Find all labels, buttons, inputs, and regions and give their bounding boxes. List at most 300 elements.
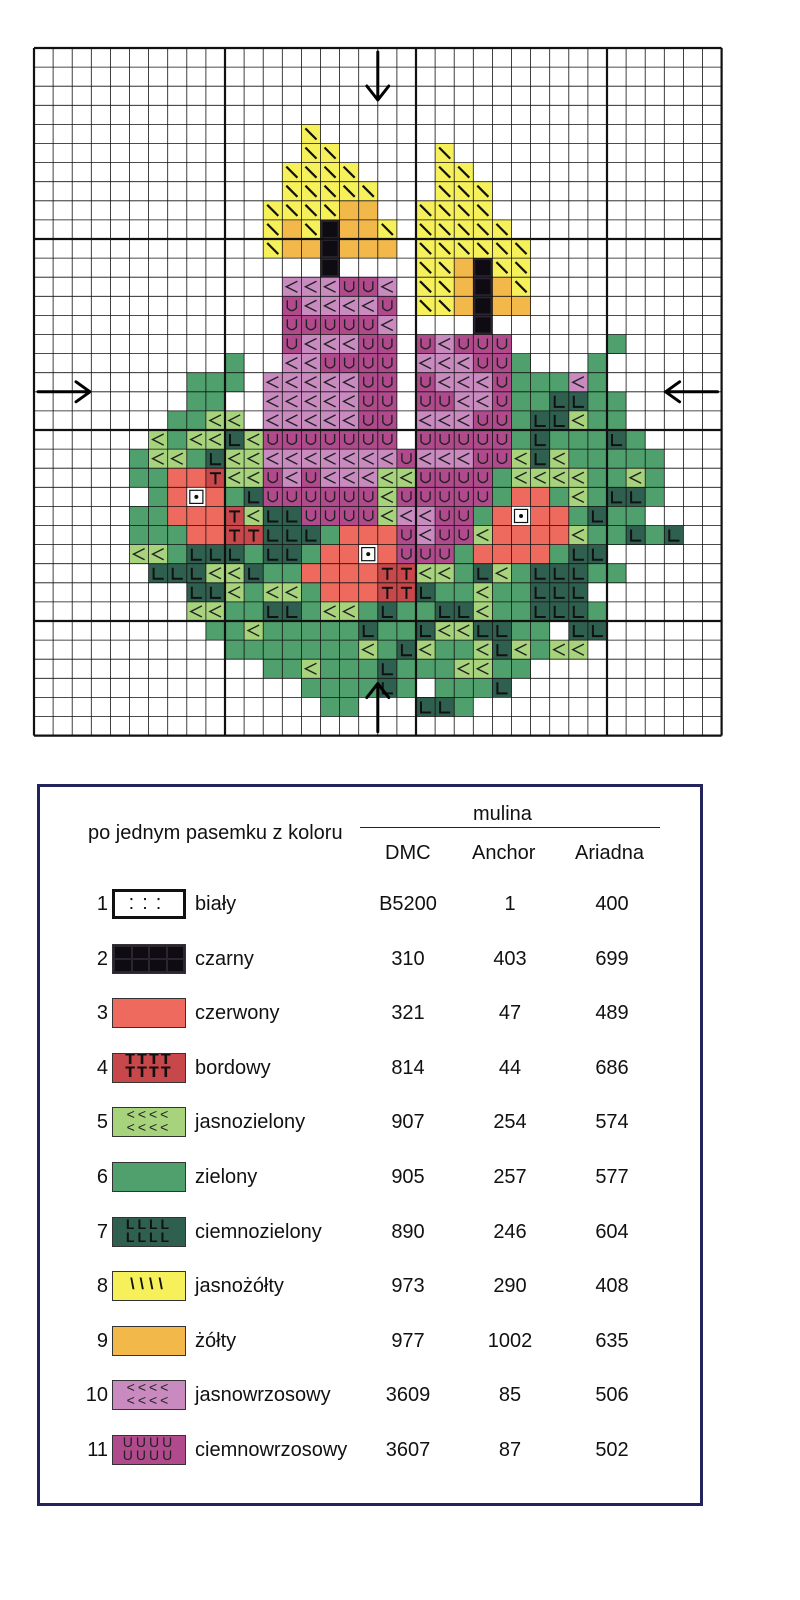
col-header-dmc: DMC xyxy=(385,842,431,864)
stitch-cell xyxy=(588,621,607,640)
stitch-cell xyxy=(588,487,607,506)
stitch-cell xyxy=(359,392,378,411)
stitch-cell xyxy=(378,430,397,449)
stitch-cell xyxy=(130,468,149,487)
key-row xyxy=(40,944,700,974)
stitch-cell xyxy=(473,564,492,583)
stitch-cell xyxy=(244,487,263,506)
stitch-cell xyxy=(282,296,301,315)
value-dmc: 3607 xyxy=(385,1439,431,1461)
color-name: jasnożółty xyxy=(195,1275,284,1298)
stitch-cell xyxy=(321,564,340,583)
stitch-cell xyxy=(454,335,473,354)
stitch-cell xyxy=(626,526,645,545)
stitch-cell xyxy=(263,468,282,487)
value-anchor: 1002 xyxy=(487,1329,533,1352)
stitch-cell xyxy=(550,526,569,545)
stitch-cell xyxy=(206,392,225,411)
stitch-cell xyxy=(512,564,531,583)
stitch-cell xyxy=(416,335,435,354)
stitch-cell xyxy=(531,564,550,583)
stitch-cell xyxy=(359,621,378,640)
stitch-mark xyxy=(475,260,490,275)
stitch-cell xyxy=(225,487,244,506)
stitch-mark xyxy=(475,317,490,332)
stitch-cell xyxy=(187,468,206,487)
stitch-cell xyxy=(168,487,187,506)
color-swatch xyxy=(112,998,186,1028)
stitch-cell xyxy=(473,354,492,373)
stitch-cell xyxy=(473,430,492,449)
value-ariadna: 408 xyxy=(595,1275,629,1298)
stitch-cell xyxy=(531,545,550,564)
value-anchor: 403 xyxy=(493,947,527,970)
stitch-cell xyxy=(282,220,301,239)
stitch-cell xyxy=(282,526,301,545)
stitch-cell xyxy=(435,640,454,659)
key-row xyxy=(40,1271,700,1301)
stitch-cell xyxy=(588,526,607,545)
stitch-cell xyxy=(359,659,378,678)
stitch-cell xyxy=(550,411,569,430)
stitch-cell xyxy=(263,640,282,659)
value-dmc: 3609 xyxy=(385,1384,431,1407)
stitch-cell xyxy=(168,564,187,583)
stitch-cell xyxy=(512,354,531,373)
stitch-cell xyxy=(397,678,416,697)
stitch-cell xyxy=(550,583,569,602)
stitch-cell xyxy=(645,526,664,545)
value-anchor: 85 xyxy=(498,1384,522,1407)
value-dmc: 814 xyxy=(391,1056,425,1079)
stitch-cell xyxy=(321,659,340,678)
stitch-mark xyxy=(475,279,490,294)
stitch-cell xyxy=(512,621,531,640)
value-ariadna: 506 xyxy=(595,1384,629,1407)
stitch-cell xyxy=(149,487,168,506)
stitch-cell xyxy=(531,583,550,602)
value-anchor: 44 xyxy=(498,1056,522,1079)
stitch-cell xyxy=(378,392,397,411)
stitch-cell xyxy=(340,201,359,220)
stitch-cell xyxy=(149,564,168,583)
stitch-cell xyxy=(588,430,607,449)
stitch-cell xyxy=(473,678,492,697)
stitch-cell xyxy=(607,487,626,506)
value-anchor: 47 xyxy=(498,1002,522,1025)
col-header-ariadna: Ariadna xyxy=(575,842,644,864)
stitch-cell xyxy=(454,564,473,583)
stitch-cell xyxy=(187,564,206,583)
value-ariadna: 577 xyxy=(595,1166,629,1188)
stitch-cell xyxy=(282,487,301,506)
stitch-cell xyxy=(263,564,282,583)
stitch-cell xyxy=(435,697,454,716)
stitch-cell xyxy=(378,526,397,545)
stitch-cell xyxy=(359,430,378,449)
stitch-cell xyxy=(340,640,359,659)
stitch-cell xyxy=(416,373,435,392)
stitch-cell xyxy=(359,487,378,506)
stitch-cell xyxy=(531,506,550,525)
value-anchor: 87 xyxy=(498,1439,522,1461)
value-dmc: 973 xyxy=(391,1275,425,1298)
stitch-cell xyxy=(512,296,531,315)
stitch-cell xyxy=(454,526,473,545)
stitch-cell xyxy=(626,506,645,525)
key-row xyxy=(40,1162,700,1192)
value-anchor: 290 xyxy=(493,1275,527,1298)
stitch-cell xyxy=(531,602,550,621)
value-anchor: 246 xyxy=(493,1220,527,1243)
stitch-cell xyxy=(397,659,416,678)
stitch-cell xyxy=(340,621,359,640)
stitch-cell xyxy=(378,354,397,373)
stitch-cell xyxy=(206,526,225,545)
stitch-cell xyxy=(378,659,397,678)
stitch-cell xyxy=(569,583,588,602)
stitch-cell xyxy=(531,487,550,506)
cross-stitch-chart xyxy=(0,0,800,770)
stitch-cell xyxy=(416,545,435,564)
stitch-cell xyxy=(492,659,511,678)
stitch-cell xyxy=(492,430,511,449)
stitch-cell xyxy=(492,640,511,659)
stitch-cell xyxy=(531,430,550,449)
value-anchor: 1 xyxy=(504,893,516,915)
stitch-cell xyxy=(263,621,282,640)
stitch-cell xyxy=(321,354,340,373)
stitch-cell xyxy=(340,678,359,697)
stitch-cell xyxy=(416,621,435,640)
stitch-cell xyxy=(321,506,340,525)
color-name: biały xyxy=(195,893,237,915)
stitch-cell xyxy=(282,315,301,334)
stitch-cell xyxy=(435,468,454,487)
stitch-cell xyxy=(359,335,378,354)
stitch-cell xyxy=(149,526,168,545)
stitch-cell xyxy=(588,411,607,430)
value-anchor: 254 xyxy=(493,1111,527,1134)
stitch-cell xyxy=(531,392,550,411)
key-row-number: 4 xyxy=(96,1056,108,1079)
value-dmc: 321 xyxy=(391,1002,425,1025)
stitch-cell xyxy=(454,640,473,659)
thread-key-panel xyxy=(37,784,703,1506)
stitch-cell xyxy=(263,659,282,678)
stitch-cell xyxy=(512,411,531,430)
stitch-cell xyxy=(492,506,511,525)
color-swatch: <<<< <<<< xyxy=(112,1380,186,1410)
stitch-cell xyxy=(492,545,511,564)
stitch-cell xyxy=(454,583,473,602)
key-row-number: 6 xyxy=(96,1166,108,1188)
stitch-cell xyxy=(512,602,531,621)
stitch-cell xyxy=(130,526,149,545)
stitch-cell xyxy=(569,602,588,621)
key-row-number: 3 xyxy=(96,1002,108,1025)
stitch-cell xyxy=(359,526,378,545)
stitch-cell xyxy=(531,373,550,392)
stitch-cell xyxy=(282,564,301,583)
key-row-number: 11 xyxy=(87,1439,108,1461)
stitch-cell xyxy=(473,449,492,468)
stitch-cell xyxy=(588,545,607,564)
stitch-cell xyxy=(244,564,263,583)
stitch-cell xyxy=(340,220,359,239)
stitch-cell xyxy=(607,468,626,487)
stitch-cell xyxy=(607,392,626,411)
stitch-cell xyxy=(301,678,320,697)
stitch-cell xyxy=(512,659,531,678)
stitch-cell xyxy=(282,602,301,621)
stitch-cell xyxy=(512,526,531,545)
stitch-cell xyxy=(321,678,340,697)
value-dmc: B5200 xyxy=(379,893,437,915)
stitch-cell xyxy=(473,545,492,564)
stitch-cell xyxy=(206,373,225,392)
stitch-cell xyxy=(340,583,359,602)
stitch-cell xyxy=(588,564,607,583)
stitch-cell xyxy=(378,335,397,354)
stitch-cell xyxy=(454,545,473,564)
stitch-cell xyxy=(206,545,225,564)
stitch-cell xyxy=(512,583,531,602)
stitch-cell xyxy=(435,659,454,678)
stitch-cell xyxy=(626,487,645,506)
stitch-cell xyxy=(378,239,397,258)
color-swatch: UUUU UUUU xyxy=(112,1435,186,1465)
color-swatch xyxy=(112,944,186,974)
stitch-cell xyxy=(435,487,454,506)
stitch-cell xyxy=(225,545,244,564)
stitch-cell xyxy=(321,526,340,545)
color-swatch: \\\\ xyxy=(112,1271,186,1301)
key-row-number: 8 xyxy=(96,1275,108,1298)
stitch-cell xyxy=(512,373,531,392)
stitch-cell xyxy=(359,239,378,258)
stitch-cell xyxy=(263,602,282,621)
stitch-cell xyxy=(454,468,473,487)
stitch-mark xyxy=(519,514,523,518)
stitch-cell xyxy=(340,526,359,545)
stitch-cell xyxy=(359,411,378,430)
stitch-cell xyxy=(225,354,244,373)
stitch-cell xyxy=(435,392,454,411)
stitch-cell xyxy=(340,430,359,449)
stitch-cell xyxy=(263,526,282,545)
stitch-cell xyxy=(168,411,187,430)
stitch-cell xyxy=(569,564,588,583)
stitch-cell xyxy=(168,526,187,545)
stitch-cell xyxy=(473,411,492,430)
key-row xyxy=(40,1380,700,1410)
stitch-cell xyxy=(626,449,645,468)
stitch-cell xyxy=(416,602,435,621)
stitch-cell xyxy=(378,640,397,659)
stitch-cell xyxy=(340,315,359,334)
stitch-cell xyxy=(340,277,359,296)
stitch-cell xyxy=(454,258,473,277)
stitch-cell xyxy=(282,506,301,525)
stitch-cell xyxy=(416,468,435,487)
stitch-cell xyxy=(454,277,473,296)
stitch-cell xyxy=(225,373,244,392)
stitch-cell xyxy=(454,296,473,315)
key-row xyxy=(40,889,700,919)
stitch-cell xyxy=(282,430,301,449)
stitch-cell xyxy=(588,354,607,373)
color-swatch: TTTT TTTT xyxy=(112,1053,186,1083)
stitch-cell xyxy=(492,335,511,354)
color-name: zielony xyxy=(195,1166,258,1188)
stitch-cell xyxy=(454,430,473,449)
stitch-cell xyxy=(569,545,588,564)
stitch-cell xyxy=(492,392,511,411)
stitch-cell xyxy=(588,468,607,487)
stitch-cell xyxy=(301,621,320,640)
stitch-cell xyxy=(321,621,340,640)
stitch-cell xyxy=(588,449,607,468)
stitch-cell xyxy=(607,564,626,583)
stitch-cell xyxy=(531,640,550,659)
stitch-cell xyxy=(282,659,301,678)
stitch-cell xyxy=(340,564,359,583)
color-name: jasnowrzosowy xyxy=(195,1384,331,1407)
stitch-cell xyxy=(340,239,359,258)
stitch-cell xyxy=(473,468,492,487)
color-swatch: ::: xyxy=(112,889,186,919)
stitch-cell xyxy=(550,506,569,525)
value-dmc: 310 xyxy=(391,947,425,970)
value-ariadna: 604 xyxy=(595,1220,629,1243)
color-swatch: LLLL LLLL xyxy=(112,1217,186,1247)
stitch-cell xyxy=(531,449,550,468)
stitch-cell xyxy=(512,545,531,564)
stitch-cell xyxy=(416,583,435,602)
stitch-cell xyxy=(340,487,359,506)
stitch-cell xyxy=(282,640,301,659)
stitch-cell xyxy=(263,487,282,506)
stitch-cell xyxy=(301,468,320,487)
value-dmc: 977 xyxy=(391,1329,425,1352)
value-ariadna: 635 xyxy=(595,1329,629,1352)
key-row xyxy=(40,998,700,1028)
stitch-cell xyxy=(187,411,206,430)
stitch-cell xyxy=(550,602,569,621)
stitch-cell xyxy=(187,373,206,392)
key-row xyxy=(40,1435,700,1465)
stitch-cell xyxy=(492,373,511,392)
stitch-cell xyxy=(645,468,664,487)
stitch-cell xyxy=(607,335,626,354)
stitch-cell xyxy=(492,296,511,315)
stitch-cell xyxy=(301,545,320,564)
stitch-cell xyxy=(454,678,473,697)
stitch-cell xyxy=(282,621,301,640)
stitch-cell xyxy=(225,602,244,621)
stitch-cell xyxy=(645,449,664,468)
stitch-cell xyxy=(607,449,626,468)
stitch-cell xyxy=(492,678,511,697)
stitch-cell xyxy=(492,487,511,506)
stitch-cell xyxy=(435,678,454,697)
stitch-cell xyxy=(435,430,454,449)
stitch-cell xyxy=(397,487,416,506)
stitch-cell xyxy=(187,506,206,525)
stitch-cell xyxy=(149,468,168,487)
color-name: czarny xyxy=(195,947,254,970)
stitch-cell xyxy=(225,621,244,640)
stitch-cell xyxy=(569,430,588,449)
stitch-cell xyxy=(301,526,320,545)
stitch-cell xyxy=(168,545,187,564)
stitch-cell xyxy=(282,335,301,354)
stitch-mark xyxy=(366,552,370,556)
stitch-cell xyxy=(416,487,435,506)
stitch-cell xyxy=(282,545,301,564)
key-row xyxy=(40,1053,700,1083)
stitch-cell xyxy=(301,564,320,583)
stitch-cell xyxy=(454,697,473,716)
key-row-number: 9 xyxy=(96,1329,108,1352)
stitch-cell xyxy=(263,545,282,564)
stitch-cell xyxy=(588,506,607,525)
stitch-cell xyxy=(187,545,206,564)
color-swatch: <<<< <<<< xyxy=(112,1107,186,1137)
stitch-cell xyxy=(340,545,359,564)
stitch-cell xyxy=(454,602,473,621)
stitch-cell xyxy=(569,621,588,640)
stitch-cell xyxy=(321,487,340,506)
key-row xyxy=(40,1326,700,1356)
stitch-cell xyxy=(645,487,664,506)
stitch-cell xyxy=(301,315,320,334)
stitch-cell xyxy=(435,602,454,621)
stitch-cell xyxy=(321,583,340,602)
stitch-cell xyxy=(550,430,569,449)
stitch-cell xyxy=(512,487,531,506)
stitch-cell xyxy=(454,487,473,506)
color-name: bordowy xyxy=(195,1056,271,1079)
value-anchor: 257 xyxy=(493,1166,527,1188)
stitch-cell xyxy=(187,449,206,468)
stitch-cell xyxy=(378,621,397,640)
stitch-cell xyxy=(244,545,263,564)
stitch-cell xyxy=(244,640,263,659)
value-dmc: 905 xyxy=(391,1166,425,1188)
stitch-cell xyxy=(321,430,340,449)
stitch-cell xyxy=(473,335,492,354)
color-name: czerwony xyxy=(195,1002,280,1025)
stitch-cell xyxy=(359,564,378,583)
key-header-label: po jednym pasemku z koloru xyxy=(88,822,343,844)
stitch-cell xyxy=(359,373,378,392)
stitch-cell xyxy=(301,239,320,258)
stitch-mark xyxy=(323,222,338,237)
stitch-cell xyxy=(301,430,320,449)
stitch-cell xyxy=(492,468,511,487)
stitch-cell xyxy=(359,602,378,621)
stitch-mark xyxy=(323,260,338,275)
stitch-cell xyxy=(531,621,550,640)
stitch-cell xyxy=(187,583,206,602)
stitch-cell xyxy=(206,506,225,525)
stitch-cell xyxy=(569,449,588,468)
stitch-cell xyxy=(321,697,340,716)
value-ariadna: 502 xyxy=(595,1439,629,1461)
stitch-cell xyxy=(435,526,454,545)
